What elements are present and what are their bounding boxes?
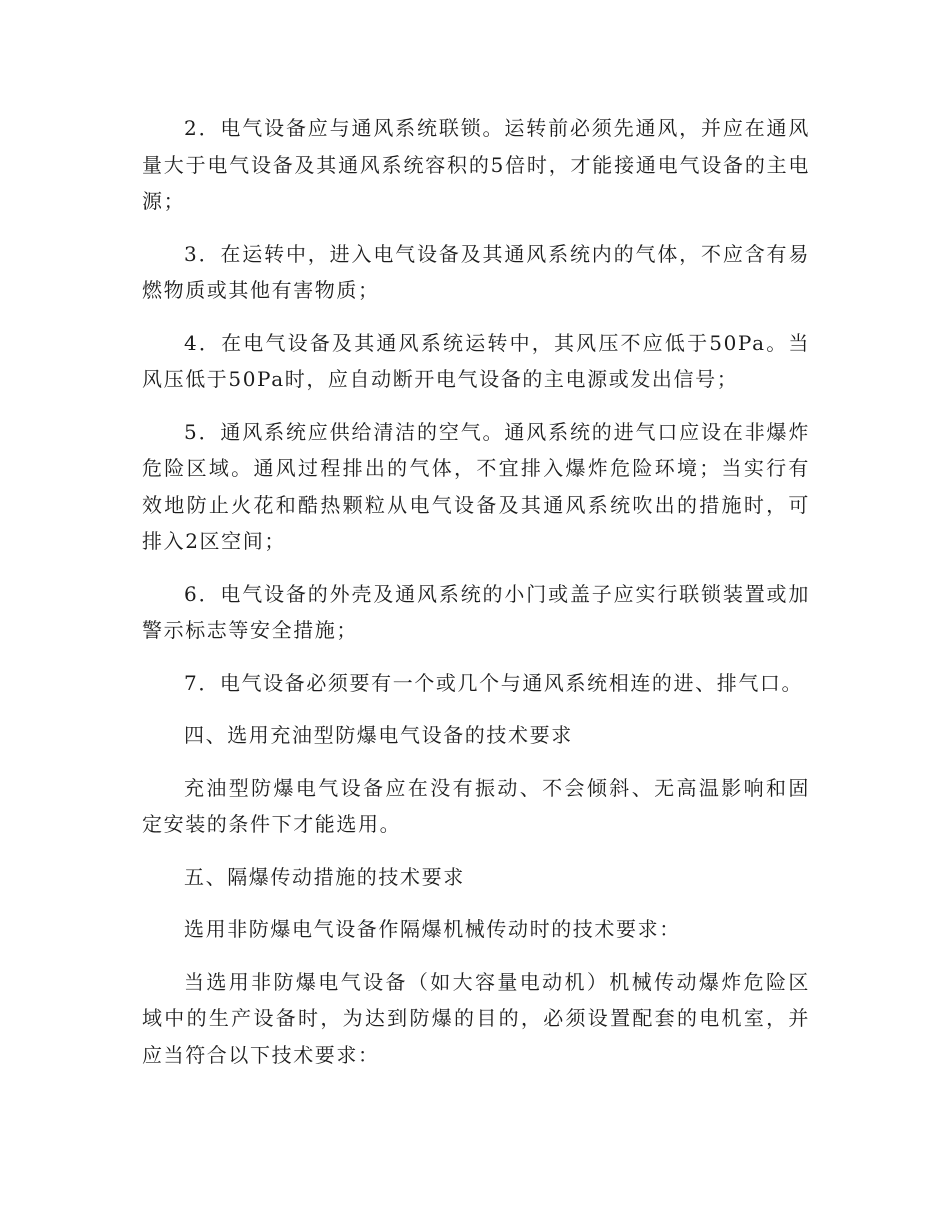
section-heading-4: 四、选用充油型防爆电气设备的技术要求 (184, 723, 573, 747)
document-body (142, 110, 810, 1089)
section-heading-5: 五、隔爆传动措施的技术要求 (184, 864, 465, 889)
paragraph-motor-room: 当选用非防爆电气设备（如大容量电动机）机械传动爆炸危险区域中的生产设备时，为达到防爆的目的，必须设置配套的电机室，并应当符合以下技术要求： (142, 969, 810, 1067)
paragraph-item-5: 5．通风系统应供给清洁的空气。通风系统的进气口应设在非爆炸危险区域。通风过程排出的气体，不宜排入爆炸危险环境；当实行有效地防止火花和酷热颗粒从电气设备及其通风系统吹出的措施时，可排入2区空间； (142, 419, 810, 553)
paragraph-item-7: 7．电气设备必须要有一个或几个与通风系统相连的进、排气口。 (184, 670, 804, 695)
paragraph-item-6: 6．电气设备的外壳及通风系统的小门或盖子应实行联锁装置或加警示标志等安全措施； (142, 581, 810, 642)
paragraph-item-4: 4．在电气设备及其通风系统运转中，其风压不应低于50Pa。当风压低于50Pa时，应自动断开电气设备的主电源或发出信号； (142, 330, 810, 391)
paragraph-item-2: 2．电气设备应与通风系统联锁。运转前必须先通风，并应在通风量大于电气设备及其通风系统容积的5倍时，才能接通电气设备的主电源； (142, 116, 810, 213)
paragraph-item-3: 3．在运转中，进入电气设备及其通风系统内的气体，不应含有易燃物质或其他有害物质； (142, 241, 810, 302)
paragraph-requirements-intro: 选用非防爆电气设备作隔爆机械传动时的技术要求： (184, 917, 681, 941)
paragraph-oil-filled: 充油型防爆电气设备应在没有振动、不会倾斜、无高温影响和固定安装的条件下才能选用。 (142, 775, 810, 836)
